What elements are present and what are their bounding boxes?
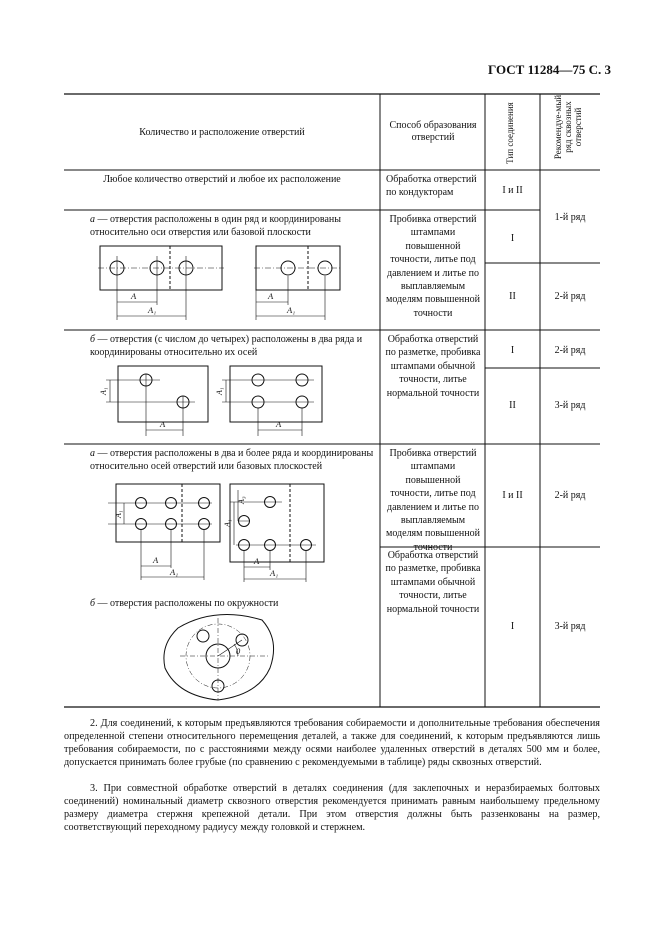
rowD-desc <box>90 597 378 610</box>
col-header-series: Рекомендуе-мый ряд сквозных отверстий <box>553 94 583 160</box>
row1-desc: Любое количество отверстий и любое их расположение <box>103 174 341 185</box>
dim-label-a1-vertical: A₁ <box>215 387 224 395</box>
multi-row-holes-figure <box>108 484 324 582</box>
dim-label-a: A <box>160 419 166 429</box>
rowB-type-1: I <box>510 345 515 356</box>
rowA-method: Пробивка отверстий штампами повышенной точности, литье под давлением и литье по выплавляемым моделям повышенной точности <box>386 214 480 319</box>
rowC-desc <box>90 447 378 474</box>
dim-label-a3-vertical: A₃ <box>237 496 246 504</box>
rowA-desc-text: — отверстия расположены в один ряд и координированы относительно оси отверстия или базовой плоскости <box>90 214 341 239</box>
rowC-desc-text: — отверстия расположены в два и более ряда и координированы относительно осей отверстий или базовых плоскостей <box>90 448 374 473</box>
rowB-type-2: II <box>509 400 516 411</box>
dim-label-a1-vertical: A₁ <box>223 519 232 527</box>
rowA-type-1: I <box>510 233 515 244</box>
circular-holes-figure <box>164 615 274 700</box>
col-header-method: Способ образования отверстий <box>389 120 477 143</box>
rowA-series-2: 2-й ряд <box>554 291 586 302</box>
dim-label-a1: A₁ <box>270 568 279 578</box>
dim-label-a: A <box>268 291 274 301</box>
rowB-series-2: 3-й ряд <box>554 400 586 411</box>
rowB-series-1: 2-й ряд <box>554 345 586 356</box>
rowB-desc-prefix: б <box>90 334 96 345</box>
dim-label-a1-vertical: A₁ <box>99 387 108 395</box>
rowB-desc <box>90 333 378 360</box>
dim-label-a1: A₁ <box>148 305 157 315</box>
row1-method: Обработка отверстий по кондукторам <box>386 174 477 199</box>
page-title: ГОСТ 11284—75 С. 3 <box>488 62 611 77</box>
rowA-desc-prefix: а <box>90 214 95 225</box>
rowC-method: Пробивка отверстий штампами повышенной точности, литье под давлением и литье по выплавляемым моделям повышенной точности <box>386 448 480 553</box>
dim-label-a1-vertical: A₁ <box>114 510 123 518</box>
rowC-type: I и II <box>502 490 523 501</box>
col-header-type: Тип соединения <box>505 102 515 164</box>
paragraph-3: 3. При совместной обработке отверстий в деталях соединения (для заклепочных и неразбираемых болтовых соединений) номинальный диаметр сквозного отверстия рекомендуется принимать равным наибольшему предельному размеру диаметра стержня крепежной детали. При этом отверстия должны быть раззенкованы на размер, соответствующий переходному радиусу между головкой и стержнем. <box>64 783 600 834</box>
col-header-quantity: Количество и расположение отверстий <box>139 127 305 138</box>
rowB-desc-text: — отверстия (с числом до четырех) расположены в два ряда и координированы относительно их осей <box>90 334 363 359</box>
rowD-type: I <box>510 621 515 632</box>
two-row-holes-figure <box>106 366 322 436</box>
dim-label-a: A <box>131 291 137 301</box>
dim-label-a1: A₁ <box>170 567 179 577</box>
rowA-desc <box>90 213 378 240</box>
merged-series: 1-й ряд <box>554 212 586 223</box>
dim-label-a1: A₁ <box>287 305 296 315</box>
rowD-method: Обработка отверстий по разметке, пробивка штампами обычной точности, литье нормальной точности <box>385 550 481 615</box>
dim-label-a: A <box>153 555 159 565</box>
rowD-desc-text: — отверстия расположены по окружности <box>95 598 279 609</box>
row1-type: I и II <box>502 185 523 196</box>
dim-label-a: A <box>254 556 260 566</box>
rowA-type-2: II <box>509 291 516 302</box>
rowB-method: Обработка отверстий по разметке, пробивка штампами обычной точности, литье нормальной точности <box>385 334 481 399</box>
rowC-desc-prefix: а <box>90 448 95 459</box>
rowD-desc-prefix: б <box>90 598 96 609</box>
paragraph-2: 2. Для соединений, к которым предъявляются требования собираемости и дополнительные требования обеспечения определенной степени относительного перемещения деталей, а также для соединений, к которым предъявляются лишь требования собираемости, по с расстояниями между осями наиболее удаленных отверстий в деталях 500 мм и более, допускается принимать более грубые (по сравнению с рекомендуемыми в таблице) ряды сквозных отверстий. <box>64 718 600 769</box>
rowC-series: 2-й ряд <box>554 490 586 501</box>
dim-label-theta: 0 <box>236 646 241 656</box>
single-row-holes-figure <box>98 246 342 320</box>
dim-label-a: A <box>276 419 282 429</box>
rowD-series: 3-й ряд <box>554 621 586 632</box>
